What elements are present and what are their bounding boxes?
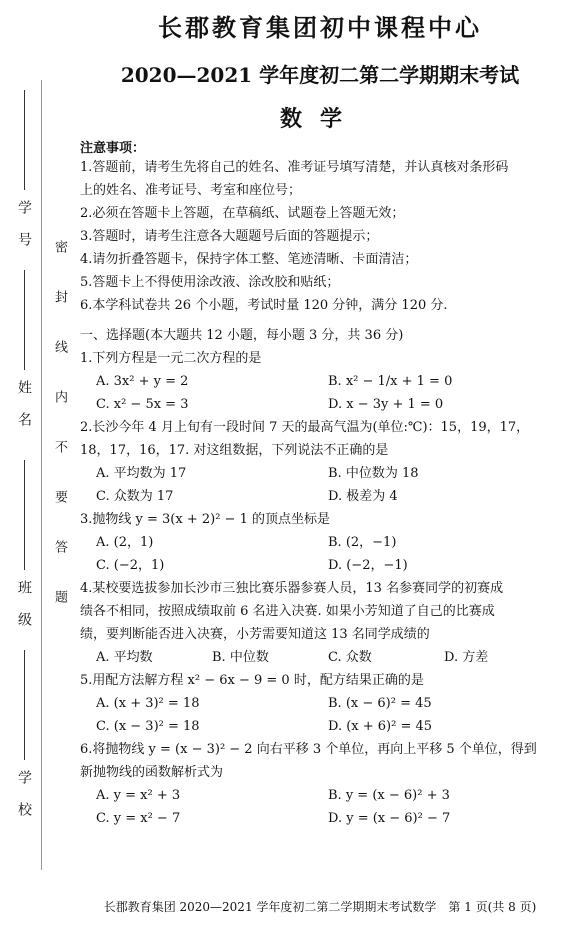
note-item: 2.必须在答题卡上答题，在草稿纸、试题卷上答题无效； xyxy=(80,206,405,221)
answer-option[interactable]: D. (x + 6)² = 45 xyxy=(328,719,433,734)
field-class-label: 班 级 xyxy=(16,580,32,628)
option-group xyxy=(80,531,560,577)
question-stem: 4.某校要选拔参加长沙市三独比赛乐器参赛人员，13 名参赛同学的初赛成 xyxy=(80,581,504,596)
option-group xyxy=(80,646,560,669)
question-item xyxy=(80,577,560,669)
answer-option[interactable]: D. 方差 xyxy=(444,650,489,665)
question-item xyxy=(80,508,560,577)
answer-option[interactable]: A. 3x² + y = 2 xyxy=(96,374,189,389)
question-stem: 新抛物线的函数解析式为 xyxy=(80,765,224,780)
subject-title: 数学 xyxy=(279,106,360,132)
question-stem: 2.长沙今年 4 月上旬有一段时间 7 天的最高气温为(单位:℃)：15，19，17， xyxy=(80,420,530,435)
answer-option[interactable]: B. (2，−1) xyxy=(328,535,397,550)
answer-option[interactable]: C. (x − 3)² = 18 xyxy=(96,719,200,734)
question-item xyxy=(80,347,560,416)
answer-option[interactable]: C. 众数为 17 xyxy=(96,489,174,504)
question-stem: 3.抛物线 y = 3(x + 2)² − 1 的顶点坐标是 xyxy=(80,512,330,527)
binding-line xyxy=(41,80,42,870)
question-stem: 6.将抛物线 y = (x − 3)² − 2 向右平移 3 个单位，再向上平移 5 个单位，得到 xyxy=(80,742,537,757)
option-group xyxy=(80,784,560,830)
answer-option[interactable]: B. y = (x − 6)² + 3 xyxy=(328,788,450,803)
answer-option[interactable]: A. (x + 3)² = 18 xyxy=(96,696,200,711)
answer-option[interactable]: D. x − 3y + 1 = 0 xyxy=(328,397,444,412)
answer-option[interactable]: B. 中位数 xyxy=(212,650,269,665)
answer-option[interactable]: B. x² − 1/x + 1 = 0 xyxy=(328,374,453,389)
note-item: 5.答题卡上不得使用涂改液、涂改胶和贴纸； xyxy=(80,275,340,290)
note-item: 1.答题前，请考生先将自己的姓名、准考证号填写清楚，并认真核对条形码 xyxy=(80,160,509,175)
exam-content xyxy=(80,8,560,830)
field-student-id-label: 学 号 xyxy=(16,200,32,248)
answer-option[interactable]: B. (x − 6)² = 45 xyxy=(328,696,432,711)
binding-margin xyxy=(0,0,78,925)
notes-list xyxy=(80,156,560,317)
seal-line-notice: 密 封 线 内 不 要 答 题 xyxy=(52,240,67,615)
question-stem: 18，17，16，17. 对这组数据，下列说法不正确的是 xyxy=(80,443,389,458)
org-title: 长郡教育集团初中课程中心 xyxy=(158,13,482,42)
question-item xyxy=(80,669,560,738)
field-name-label: 姓 名 xyxy=(16,380,32,428)
field-class-line[interactable] xyxy=(24,460,25,570)
field-school-line[interactable] xyxy=(24,650,25,760)
note-item: 3.答题时，请考生注意各大题题号后面的答题提示； xyxy=(80,229,379,244)
question-stem: 绩，要判断能否进入决赛，小芳需要知道这 13 名同学成绩的 xyxy=(80,627,430,642)
note-item: 6.本学科试卷共 26 个小题，考试时量 120 分钟，满分 120 分. xyxy=(80,298,448,313)
exam-title: 2020—2021 学年度初二第二学期期末考试 xyxy=(120,63,520,87)
section-heading: 一、选择题(本大题共 12 小题，每小题 3 分，共 36 分) xyxy=(80,328,404,343)
question-stem: 1.下列方程是一元二次方程的是 xyxy=(80,351,262,366)
answer-option[interactable]: D. 极差为 4 xyxy=(328,489,398,504)
question-stem: 5.用配方法解方程 x² − 6x − 9 = 0 时，配方结果正确的是 xyxy=(80,673,424,688)
page-footer: 长郡教育集团 2020—2021 学年度初二第二学期期末考试数学 第 1 页(共 8 页) xyxy=(103,900,537,914)
field-school-label: 学 校 xyxy=(16,770,32,818)
option-group xyxy=(80,692,560,738)
answer-option[interactable]: A. y = x² + 3 xyxy=(96,788,181,803)
answer-option[interactable]: B. 中位数为 18 xyxy=(328,466,419,481)
field-student-id-line[interactable] xyxy=(24,90,25,190)
question-item xyxy=(80,416,560,508)
answer-option[interactable]: D. (−2，−1) xyxy=(328,558,408,573)
field-name-line[interactable] xyxy=(24,270,25,370)
answer-option[interactable]: C. y = x² − 7 xyxy=(96,811,181,826)
answer-option[interactable]: D. y = (x − 6)² − 7 xyxy=(328,811,451,826)
note-item: 上的姓名、准考证号、考室和座位号； xyxy=(80,183,302,198)
option-group xyxy=(80,370,560,416)
option-group xyxy=(80,462,560,508)
question-item xyxy=(80,738,560,830)
answer-option[interactable]: A. 平均数 xyxy=(96,650,153,665)
answer-option[interactable]: C. x² − 5x = 3 xyxy=(96,397,189,412)
answer-option[interactable]: C. 众数 xyxy=(328,650,372,665)
notes-heading: 注意事项： xyxy=(80,141,146,156)
answer-option[interactable]: A. 平均数为 17 xyxy=(96,466,187,481)
question-stem: 绩各不相同，按照成绩取前 6 名进入决赛. 如果小芳知道了自己的比赛成 xyxy=(80,604,495,619)
answer-option[interactable]: C. (−2，1) xyxy=(96,558,165,573)
answer-option[interactable]: A. (2，1) xyxy=(96,535,154,550)
question-list xyxy=(80,347,560,830)
note-item: 4.请勿折叠答题卡，保持字体工整、笔迹清晰、卡面清洁； xyxy=(80,252,418,267)
